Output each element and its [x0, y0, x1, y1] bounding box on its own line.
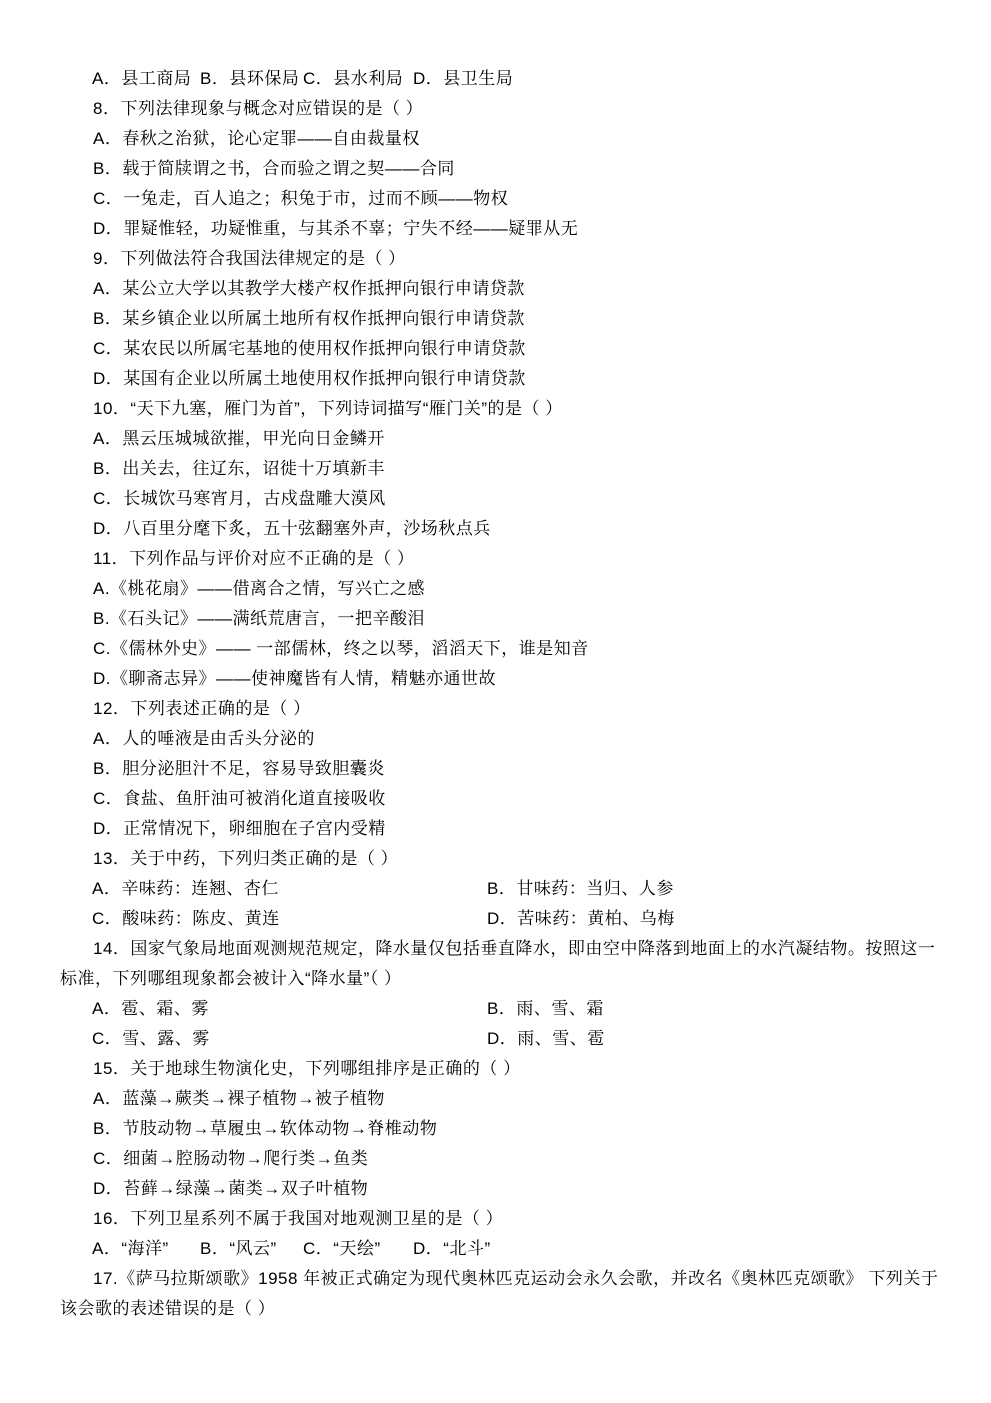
question-16-option-c: C．“天绘” — [303, 1239, 381, 1258]
question-10-option-d: D．八百里分麾下炙，五十弦翻塞外声，沙场秋点兵 — [93, 519, 491, 538]
question-10-option-b: B．出关去，往辽东，诏徙十万填新丰 — [93, 459, 385, 478]
question-9-option-b: B．某乡镇企业以所属土地所有权作抵押向银行申请贷款 — [93, 309, 525, 328]
question-15-option-d: D．苔藓→绿藻→菌类→双子叶植物 — [93, 1179, 369, 1198]
question-10-option-a: A．黑云压城城欲摧，甲光向日金鳞开 — [93, 429, 385, 448]
question-7-option-b: B．县环保局 — [200, 69, 300, 88]
question-7-option-c: C．县水利局 — [303, 69, 404, 88]
question-16-option-a: A．“海洋” — [92, 1239, 169, 1258]
question-11-option-d: D.《聊斋志异》——使神魔皆有人情，精魅亦通世故 — [93, 669, 496, 688]
question-14-option-d: D．雨、雪、雹 — [487, 1029, 605, 1048]
question-8-stem: 8．下列法律现象与概念对应错误的是（ ） — [93, 99, 424, 118]
question-12-option-c: C．食盐、鱼肝油可被消化道直接吸收 — [93, 789, 386, 808]
question-15-option-c: C．细菌→腔肠动物→爬行类→鱼类 — [93, 1149, 369, 1168]
question-9-option-a: A．某公立大学以其教学大楼产权作抵押向银行申请贷款 — [93, 279, 525, 298]
question-16-options-row — [60, 1234, 941, 1264]
question-14-option-c: C．雪、露、雾 — [92, 1029, 210, 1048]
question-14-options-row-2 — [60, 1024, 941, 1054]
question-14-stem-line1: 14．国家气象局地面观测规范规定，降水量仅包括垂直降水，即由空中降落到地面上的水汽凝结物。按照这一 — [93, 939, 936, 958]
question-11-option-a: A.《桃花扇》——借离合之情，写兴亡之感 — [93, 579, 426, 598]
question-16-option-b: B．“风云” — [200, 1239, 277, 1258]
question-12-option-b: B．胆分泌胆汁不足，容易导致胆囊炎 — [93, 759, 385, 778]
question-15-option-b: B．节肢动物→草履虫→软体动物→脊椎动物 — [93, 1119, 438, 1138]
question-11-option-c: C.《儒林外史》—— 一部儒林，终之以琴，滔滔天下，谁是知音 — [93, 639, 589, 658]
question-12-option-a: A．人的唾液是由舌头分泌的 — [93, 729, 315, 748]
question-13-option-b: B．甘味药：当归、人参 — [487, 879, 674, 898]
question-13-stem: 13．关于中药，下列归类正确的是（ ） — [93, 849, 399, 868]
question-8-option-b: B．载于简牍谓之书，合而验之谓之契——合同 — [93, 159, 455, 178]
question-7-option-d: D．县卫生局 — [413, 69, 514, 88]
question-17-stem-line2: 该会歌的表述错误的是（ ） — [60, 1299, 276, 1318]
question-13-options-row-1 — [60, 874, 941, 904]
question-16-option-d: D．“北斗” — [413, 1239, 491, 1258]
question-16-stem: 16．下列卫星系列不属于我国对地观测卫星的是（ ） — [93, 1209, 504, 1228]
question-15-option-a: A．蓝藻→蕨类→裸子植物→被子植物 — [93, 1089, 385, 1108]
question-14-options-row-1 — [60, 994, 941, 1024]
question-8-option-a: A．春秋之治狱，论心定罪——自由裁量权 — [93, 129, 420, 148]
question-13-option-d: D．苦味药：黄柏、乌梅 — [487, 909, 675, 928]
question-17-stem-line1: 17.《萨马拉斯颂歌》1958 年被正式确定为现代奥林匹克运动会永久会歌，并改名《奥林匹克颂歌》 下列关于 — [93, 1269, 939, 1288]
question-14-option-a: A．雹、霜、雾 — [92, 999, 209, 1018]
question-12-stem: 12．下列表述正确的是（ ） — [93, 699, 311, 718]
question-15-stem: 15．关于地球生物演化史，下列哪组排序是正确的（ ） — [93, 1059, 521, 1078]
question-9-stem: 9．下列做法符合我国法律规定的是（ ） — [93, 249, 406, 268]
question-9-option-d: D．某国有企业以所属土地使用权作抵押向银行申请贷款 — [93, 369, 526, 388]
question-8-option-d: D．罪疑惟轻，功疑惟重，与其杀不辜；宁失不经——疑罪从无 — [93, 219, 579, 238]
question-11-option-b: B.《石头记》——满纸荒唐言，一把辛酸泪 — [93, 609, 426, 628]
question-7-option-a: A．县工商局 — [92, 69, 192, 88]
question-10-option-c: C．长城饮马寒宵月，古戍盘雕大漠风 — [93, 489, 386, 508]
question-8-option-c: C．一兔走，百人追之；积兔于市，过而不顾——物权 — [93, 189, 509, 208]
question-13-option-a: A．辛味药：连翘、杏仁 — [92, 879, 279, 898]
question-14-option-b: B．雨、雪、霜 — [487, 999, 604, 1018]
question-13-option-c: C．酸味药：陈皮、黄连 — [92, 909, 280, 928]
question-10-stem: 10．“天下九塞，雁门为首”，下列诗词描写“雁门关”的是（ ） — [93, 399, 563, 418]
question-13-options-row-2 — [60, 904, 941, 934]
question-7-options-row — [60, 64, 941, 94]
question-11-stem: 11．下列作品与评价对应不正确的是（ ） — [93, 549, 415, 568]
question-12-option-d: D．正常情况下，卵细胞在子宫内受精 — [93, 819, 386, 838]
question-14-stem-line2: 标准，下列哪组现象都会被计入“降水量”（ ） — [60, 969, 402, 988]
question-9-option-c: C．某农民以所属宅基地的使用权作抵押向银行申请贷款 — [93, 339, 526, 358]
